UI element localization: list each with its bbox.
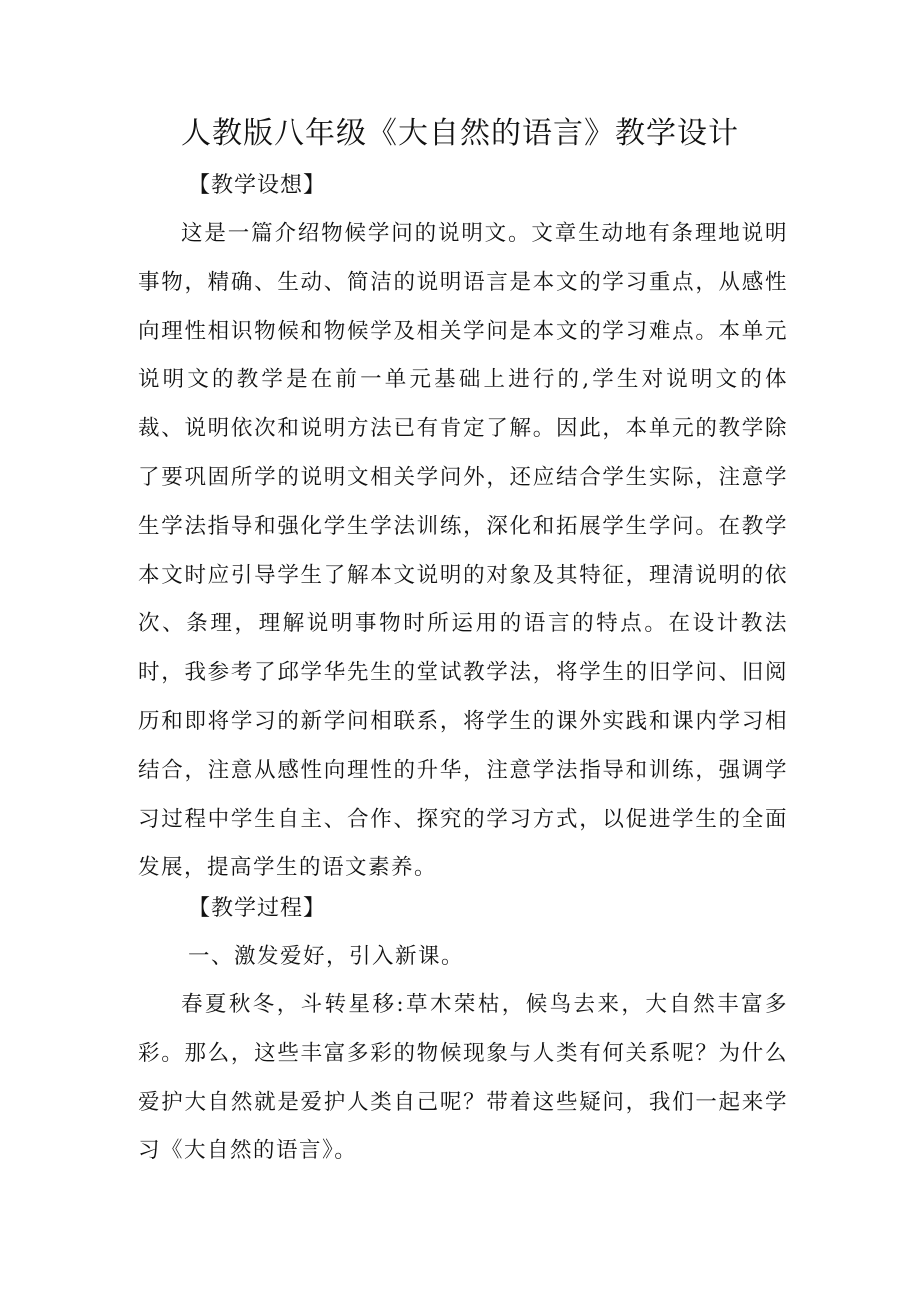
step-one-paragraph: 春夏秋冬，斗转星移:草木荣枯，候鸟去来，大自然丰富多彩。那么，这些丰富多彩的物候现象与人类有何关系呢？为什么爱护大自然就是爱护人类自己呢？带着这些疑问，我们一起来学习《大自然的语言》。	[138, 992, 788, 1164]
document-title: 人教版八年级《大自然的语言》教学设计	[181, 116, 739, 151]
step-one-heading: 一、激发爱好，引入新课。	[188, 944, 465, 969]
teaching-idea-paragraph: 这是一篇介绍物候学问的说明文。文章生动地有条理地说明事物，精确、生动、简洁的说明语言是本文的学习重点，从感性向理性相识物候和物候学及相关学问是本文的学习难点。本单元说明文的教学是在前一单元基础上进行的,学生对说明文的体裁、说明依次和说明方法已有肯定了解。因此，本单元的教学除了要巩固所学的说明文相关学问外，还应结合学生实际，注意学生学法指导和强化学生学法训练，深化和拓展学生学问。在教学本文时应引导学生了解本文说明的对象及其特征，理清说明的依次、条理，理解说明事物时所运用的语言的特点。在设计教法时，我参考了邱学华先生的堂试教学法，将学生的旧学问、旧阅历和即将学习的新学问相联系，将学生的课外实践和课内学习相结合，注意从感性向理性的升华，注意学法指导和训练，强调学习过程中学生自主、合作、探究的学习方式，以促进学生的全面发展，提高学生的语文素养。	[138, 221, 788, 881]
section-heading-teaching-idea: 【教学设想】	[188, 173, 327, 198]
section-heading-teaching-process: 【教学过程】	[188, 896, 327, 921]
